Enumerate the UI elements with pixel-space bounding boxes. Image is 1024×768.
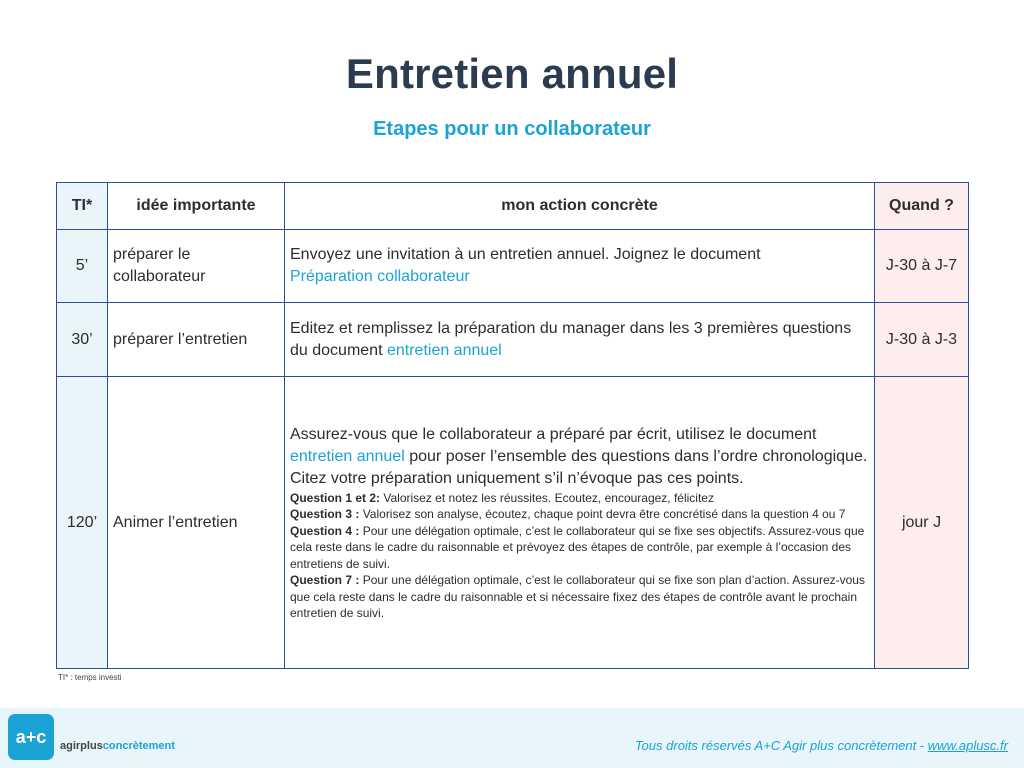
logo-wordmark-part1: agirplus — [60, 740, 103, 752]
cell-action — [285, 303, 875, 377]
table-row — [57, 377, 969, 669]
question-item — [290, 572, 869, 622]
cell-ti: 120’ — [57, 377, 108, 669]
table-row — [57, 230, 969, 303]
action-intro: Assurez-vous que le collaborateur a préparé par écrit, utilisez le document — [290, 425, 817, 443]
question-label: Question 4 : — [290, 523, 360, 538]
document-link[interactable]: Préparation collaborateur — [290, 268, 470, 285]
question-text: Pour une délégation optimale, c’est le collaborateur qui se fixe son plan d’action. Assurez-vous que cela reste dans le cadre du raisonnable et si nécessaire fixez des étapes de contrôle avant le prochain entretien de suivi. — [290, 573, 865, 620]
table-header-row — [57, 183, 969, 230]
page-title: Entretien annuel — [345, 50, 679, 97]
cell-ti: 5’ — [57, 230, 108, 303]
logo-wordmark-part2: concrètement — [102, 740, 175, 752]
cell-idee: Animer l’entretien — [108, 377, 285, 669]
cell-quand: J-30 à J-7 — [875, 230, 969, 303]
cell-ti: 30’ — [57, 303, 108, 377]
cell-idee: préparer le collaborateur — [108, 230, 285, 303]
cell-quand: jour J — [875, 377, 969, 669]
action-rest: pour poser l’ensemble des questions dans l’ordre chronologique. Citez votre préparation uniquement s’il n’évoque pas ces points. — [290, 447, 868, 487]
document-link[interactable]: entretien annuel — [290, 447, 405, 465]
question-item — [290, 506, 869, 523]
ti-footnote: TI* : temps investi — [58, 673, 122, 682]
cell-idee: préparer l’entretien — [108, 303, 285, 377]
header-quand: Quand ? — [875, 183, 969, 230]
action-text: Envoyez une invitation à un entretien annuel. Joignez le document — [290, 246, 761, 263]
cell-quand: J-30 à J-3 — [875, 303, 969, 377]
website-link[interactable]: www.aplusc.fr — [927, 738, 1008, 753]
document-link[interactable]: entretien annuel — [386, 341, 502, 359]
question-list — [290, 490, 869, 622]
table-row — [57, 303, 969, 377]
question-label: Question 7 : — [290, 573, 360, 587]
question-label: Question 3 : — [290, 507, 360, 521]
header-ti: TI* — [57, 183, 108, 230]
copyright-notice — [635, 738, 1008, 753]
cell-action — [285, 230, 875, 303]
page-subtitle: Etapes pour un collaborateur — [373, 118, 651, 140]
question-label: Question 1 et 2: — [290, 490, 381, 505]
question-item — [290, 490, 869, 507]
question-text: Valorisez et notez les réussites. Ecoutez, encouragez, félicitez — [383, 490, 714, 505]
aplusc-logo-icon: a+c — [8, 714, 54, 760]
header-action: mon action concrète — [285, 183, 875, 230]
action-paragraph — [290, 424, 869, 490]
footer-bar — [0, 708, 1024, 768]
question-text: Valorisez son analyse, écoutez, chaque point devra être concrétisé dans la question 4 ou 7 — [362, 507, 846, 521]
question-text: Pour une délégation optimale, c’est le collaborateur qui se fixe ses objectifs. Assurez-vous que cela reste dans le cadre du raisonnable et prévoyez des étapes de contrôle, par exemple à l’occasion des entretiens de suivi. — [290, 523, 865, 571]
logo-wordmark — [60, 740, 175, 752]
header-idee: idée importante — [108, 183, 285, 230]
cell-action — [285, 377, 875, 669]
action-text: Editez et remplissez la préparation du manager dans les 3 premières questions du document — [290, 319, 852, 359]
steps-table — [56, 182, 969, 669]
question-item — [290, 523, 869, 573]
copyright-text: Tous droits réservés A+C Agir plus concrètement - — [634, 738, 928, 753]
